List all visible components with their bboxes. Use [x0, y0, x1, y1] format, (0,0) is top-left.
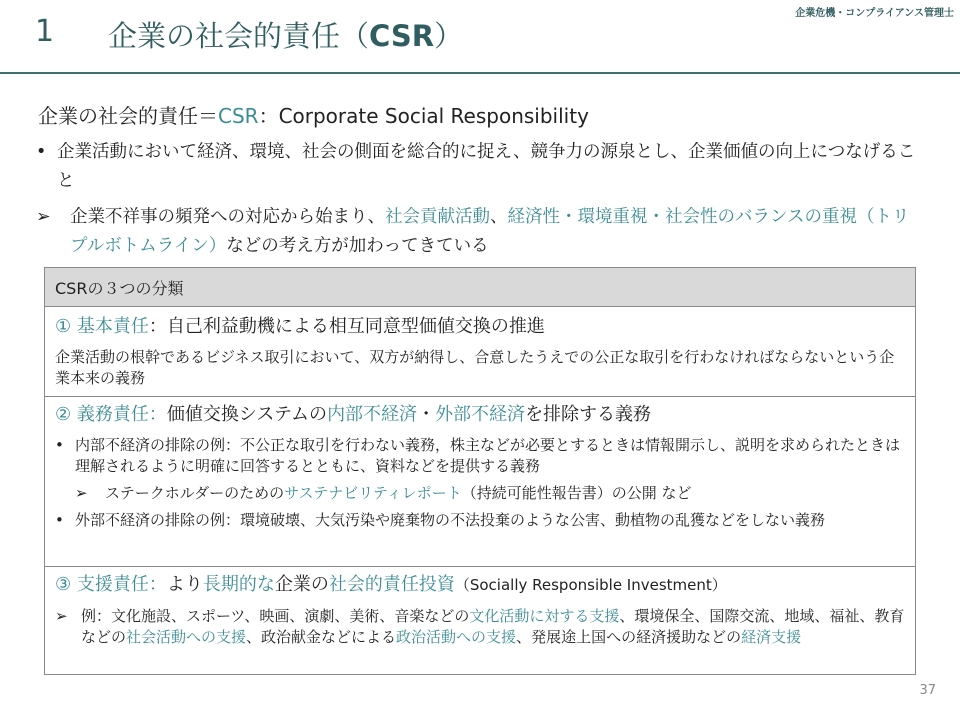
table-row-basic-responsibility — [45, 306, 915, 396]
table-row-duty-responsibility — [45, 396, 915, 566]
table-header: CSRの３つの分類 — [45, 268, 915, 306]
title-csr: CSR — [369, 19, 435, 53]
list-item-text — [81, 606, 905, 648]
arrow-bullet-icon: ➢ — [36, 207, 51, 227]
text-run: 企業不祥事の頻発への対応から始まり、 — [70, 207, 385, 227]
text-run: 自己利益動機による相互同意型価値交換の推進 — [166, 316, 545, 337]
bullet-definition — [36, 138, 916, 196]
text-run: 例：文化施設、スポーツ、映画、演劇、美術、音楽などの — [81, 607, 470, 625]
text-run: 、発展途上国への経済援助などの — [516, 628, 742, 646]
list-item — [55, 606, 905, 648]
title-divider — [0, 72, 960, 74]
list-item — [55, 435, 905, 477]
highlight-social-support: 社会活動への支援 — [126, 628, 247, 646]
text-run: の例：不公正な取引を行わない義務，株主などが必要とするときは情報開示し、説明を求められたときは理解されるように明確に回答するとともに、資料などを提供する義務 — [75, 436, 901, 475]
highlight-sri: 社会的責任投資 — [328, 574, 455, 595]
row-title — [55, 571, 905, 599]
row-label: ① 基本責任 — [55, 316, 149, 337]
row-label: ② 義務責任： — [55, 404, 167, 425]
heading-english: Corporate Social Responsibility — [278, 104, 589, 128]
arrow-bullet-icon: ➢ — [75, 484, 88, 502]
highlight-external-diseconomy: 外部不経済 — [435, 404, 526, 425]
text-run: を排除する義務 — [525, 404, 652, 425]
section-heading — [38, 100, 589, 129]
highlight-internal-diseconomy: 内部不経済 — [327, 404, 418, 425]
row-title — [55, 401, 905, 429]
text-run: 、政治献金などによる — [246, 628, 397, 646]
bullet-history — [36, 203, 926, 261]
highlight-sustainability-report: サステナビリティレポート — [284, 484, 462, 502]
arrow-bullet-icon: ➢ — [55, 607, 68, 625]
highlight-triple-bottom-line: （トリプルボトムライン） — [70, 207, 910, 256]
text-run: 外部不経済の排除 — [75, 511, 196, 529]
table-row-support-responsibility — [45, 566, 915, 674]
list-item-text — [75, 435, 905, 477]
bullet-definition-text: 企業活動において経済、環境、社会の側面を総合的に捉え、競争力の源泉とし、企業価値の向上につなげること — [57, 142, 916, 191]
list-item-text — [75, 510, 905, 531]
text-run: より — [166, 574, 203, 595]
bullet-dot-icon: • — [55, 511, 64, 529]
text-run: 、 — [490, 207, 508, 227]
title-main: 企業の社会的責任（ — [108, 19, 370, 53]
text-run: 内部不経済の排除 — [75, 436, 196, 454]
bullet-history-text — [70, 203, 926, 261]
title-end: ） — [434, 19, 464, 53]
csr-classification-table — [44, 267, 916, 675]
text-run: 、環境保全、国際交流、地域、福祉、教育などの — [81, 607, 905, 646]
list-subitem — [75, 483, 905, 504]
heading-colon: ： — [258, 104, 279, 128]
page-number: 37 — [919, 683, 936, 698]
highlight-long-term: 長期的な — [202, 574, 275, 595]
text-run: 価値交換システムの — [166, 404, 328, 425]
text-run: ： — [148, 316, 167, 337]
row-label: ③ 支援責任： — [55, 574, 167, 595]
highlight-balance: 経済性・環境重視・社会性のバランスの重視 — [507, 207, 857, 227]
highlight-social-contribution: 社会貢献活動 — [385, 207, 490, 227]
slide-section-number: 1 — [35, 14, 55, 49]
text-run: ・ — [417, 404, 436, 425]
highlight-cultural-support: 文化活動に対する支援 — [469, 607, 620, 625]
list-item — [55, 510, 905, 531]
highlight-economic-support: 経済支援 — [741, 628, 802, 646]
brand-label: 企業危機・コンプライアンス管理士 — [795, 8, 954, 19]
text-run: 企業の — [274, 574, 329, 595]
row-body: 企業活動の根幹であるビジネス取引において、双方が納得し、合意したうえでの公正な取引を行わなければならないという企業本来の義務 — [55, 348, 895, 387]
text-run: の例：環境破壊、大気汚染や廃棄物の不法投棄のような公害、動植物の乱獲などをしない義務 — [195, 511, 826, 529]
heading-csr: CSR — [218, 104, 259, 128]
heading-prefix: 企業の社会的責任＝ — [38, 104, 218, 128]
bullet-dot-icon: • — [36, 142, 47, 162]
text-run: などの考え方が加わってきている — [226, 236, 489, 256]
list-subitem-text — [105, 483, 905, 504]
bullet-dot-icon: • — [55, 436, 64, 454]
highlight-political-support: 政治活動への支援 — [396, 628, 517, 646]
text-run: （Socially Responsible Investment） — [454, 576, 727, 594]
text-run: ステークホルダーのための — [105, 484, 285, 502]
row-title — [55, 313, 905, 341]
slide-title — [108, 14, 463, 55]
text-run: （持続可能性報告書）の公開 など — [461, 484, 692, 502]
